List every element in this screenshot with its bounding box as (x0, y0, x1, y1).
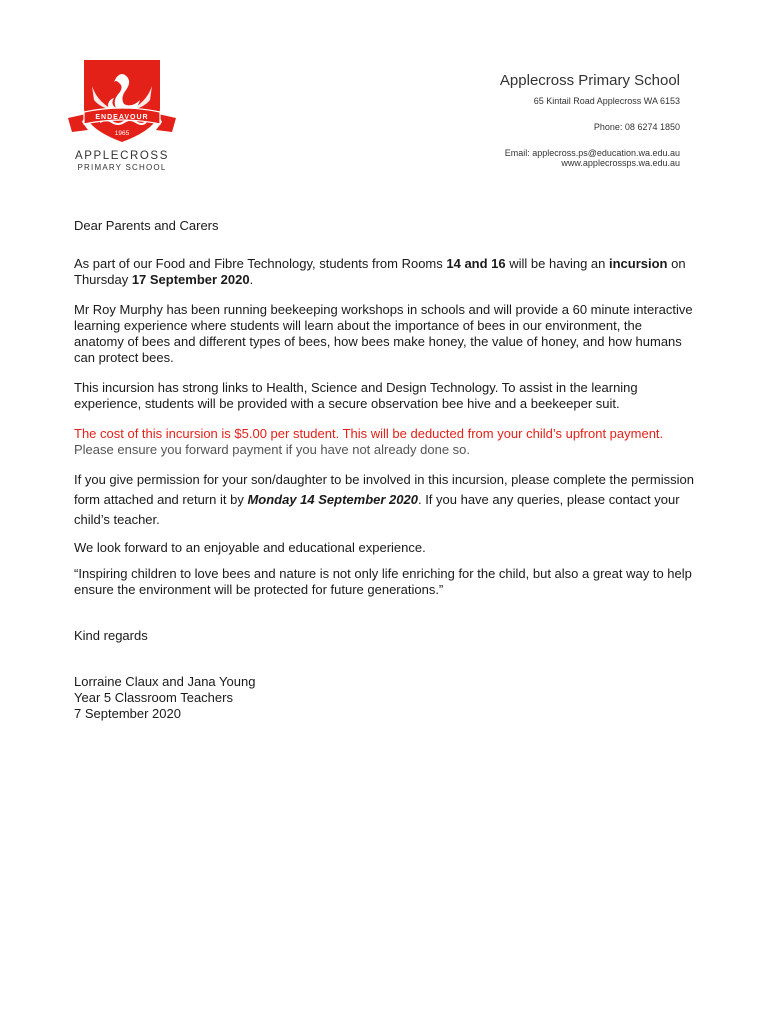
p1-rooms: 14 and 16 (446, 256, 506, 271)
p1-incursion: incursion (608, 256, 668, 271)
paragraph-cost (74, 426, 694, 458)
p5-text-a: If you give permission for your son/daughter to be involved in this incursion, please complete the permission form attached and return it by (74, 472, 694, 507)
letter-body (74, 218, 694, 722)
p5-text-c: . If you have any queries, please contact your child’s teacher. (74, 492, 680, 527)
paragraph-quote: “Inspiring children to love bees and nature is not only life enriching for the child, but also a great way to help ensure the environment will be protected for future generations.” (74, 566, 692, 597)
signature-date: 7 September 2020 (74, 706, 181, 721)
cost-notice: The cost of this incursion is $5.00 per student. This will be deducted from your child’s upfront payment. (74, 426, 664, 441)
p1-text-a: As part of our Food and Fibre Technology, students from Rooms (74, 256, 447, 271)
paragraph-look-forward: We look forward to an enjoyable and educational experience. (74, 540, 426, 555)
signature-role: Year 5 Classroom Teachers (74, 690, 233, 705)
school-website: www.applecrossps.wa.edu.au (561, 158, 680, 168)
crest-year: 1965 (114, 130, 130, 137)
school-name: Applecross Primary School (499, 72, 680, 89)
logo-name-line1: APPLECROSS (75, 150, 169, 162)
crest-banner-text: ENDEAVOUR (95, 114, 149, 121)
letterhead-contact (500, 72, 680, 168)
salutation: Dear Parents and Carers (74, 218, 219, 233)
paragraph-presenter: Mr Roy Murphy has been running beekeeping workshops in schools and will provide a 60 minute interactive learning experience where students will learn about the importance of bees in our environment, the anatomy of bees and different types of bees, how bees make honey, the value of honey, and how humans can protect bees. (74, 302, 693, 365)
closing: Kind regards (74, 628, 148, 643)
p1-text-g: . (249, 272, 254, 287)
paragraph-links: This incursion has strong links to Health, Science and Design Technology. To assist in the learning experience, students will be provided with a secure observation bee hive and a beekeeper suit. (74, 380, 638, 411)
payment-reminder: Please ensure you forward payment if you have not already done so. (74, 442, 471, 457)
p1-date: 17 September 2020 (131, 272, 250, 287)
p5-return-date: Monday 14 September 2020 (247, 492, 418, 507)
school-address: 65 Kintail Road Applecross WA 6153 (533, 96, 680, 106)
paragraph-intro (74, 256, 694, 288)
signature-names: Lorraine Claux and Jana Young (74, 674, 256, 689)
p1-text-e: on Thursday (74, 256, 686, 287)
crest-icon (64, 56, 180, 152)
paragraph-permission (74, 470, 694, 530)
school-phone: Phone: 08 6274 1850 (593, 122, 680, 132)
school-email: Email: applecross.ps@education.wa.edu.au (504, 148, 680, 158)
logo-name-line2: PRIMARY SCHOOL (77, 163, 167, 172)
p1-text-c: will be having an (505, 256, 609, 271)
